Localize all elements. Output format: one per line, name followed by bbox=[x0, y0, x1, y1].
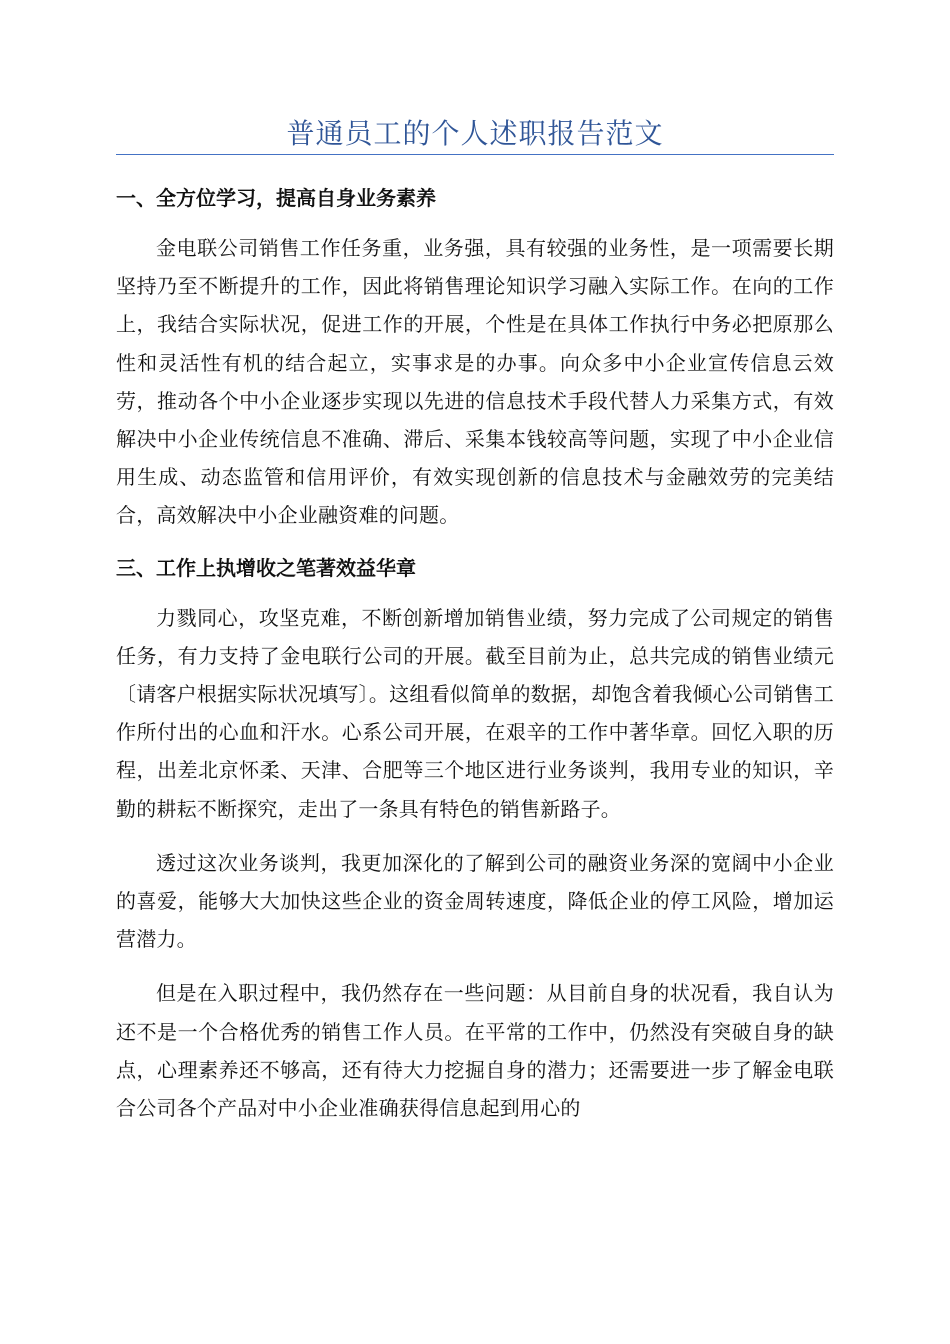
section-1-paragraph-1: 金电联公司销售工作任务重，业务强，具有较强的业务性，是一项需要长期坚持乃至不断提升的工作，因此将销售理论知识学习融入实际工作。在向的工作上，我结合实际状况，促进工作的开展，个性是在具体工作执行中务必把原那么性和灵活性有机的结合起立，实事求是的办事。向众多中小企业宣传信息云效劳，推动各个中小企业逐步实现以先进的信息技术手段代替人力采集方式，有效解决中小企业传统信息不准确、滞后、采集本钱较高等问题，实现了中小企业信用生成、动态监管和信用评价，有效实现创新的信息技术与金融效劳的完美结合，高效解决中小企业融资难的问题。 bbox=[116, 236, 834, 528]
title-underline bbox=[116, 154, 834, 155]
document-page bbox=[116, 0, 834, 1127]
document-title: 普通员工的个人述职报告范文 bbox=[286, 117, 664, 150]
section-2-paragraph-3: 但是在入职过程中，我仍然存在一些问题：从目前自身的状况看，我自认为还不是一个合格优秀的销售工作人员。在平常的工作中，仍然没有突破自身的缺点，心理素养还不够高，还有待大力挖掘自身的潜力；还需要进一步了解金电联合公司各个产品对中小企业准确获得信息起到用心的 bbox=[116, 981, 834, 1121]
section-heading-2: 三、工作上执增收之笔著效益华章 bbox=[116, 555, 416, 580]
section-2-paragraph-2: 透过这次业务谈判，我更加深化的了解到公司的融资业务深的宽阔中小企业的喜爱，能够大大加快这些企业的资金周转速度，降低企业的停工风险，增加运营潜力。 bbox=[116, 850, 834, 952]
section-2-paragraph-1: 力戮同心，攻坚克难，不断创新增加销售业绩，努力完成了公司规定的销售任务，有力支持了金电联行公司的开展。截至目前为止，总共完成的销售业绩元〔请客户根据实际状况填写〕。这组看似简单的数据，却饱含着我倾心公司销售工作所付出的心血和汗水。心系公司开展，在艰辛的工作中著华章。回忆入职的历程，出差北京怀柔、天津、合肥等三个地区进行业务谈判，我用专业的知识，辛勤的耕耘不断探究，走出了一条具有特色的销售新路子。 bbox=[116, 605, 834, 821]
section-heading-1: 一、全方位学习，提高自身业务素养 bbox=[116, 186, 436, 210]
